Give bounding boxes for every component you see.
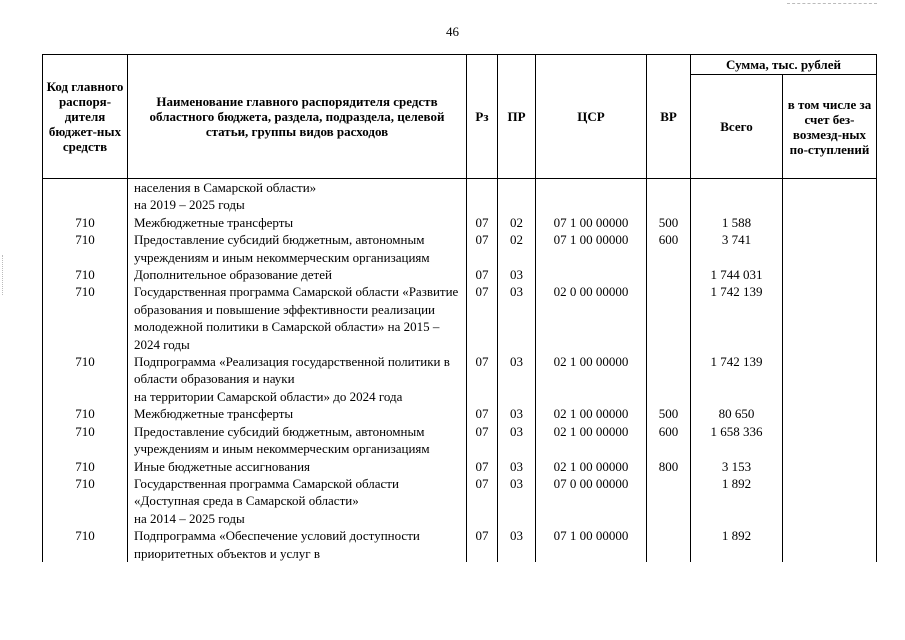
- cell-csr: 02 1 00 00000: [536, 458, 647, 475]
- cell-rz: 07: [467, 405, 498, 422]
- cell-vr: [647, 179, 691, 214]
- cell-csr: 02 0 00 00000: [536, 283, 647, 353]
- cell-free: [783, 458, 877, 475]
- cell-csr: 07 1 00 00000: [536, 527, 647, 562]
- cell-code: 710: [43, 475, 128, 527]
- cell-name: Предоставление субсидий бюджетным, автономным учреждениям и иным некоммерческим организациям: [128, 423, 467, 458]
- table-row: [43, 405, 877, 422]
- cell-free: [783, 527, 877, 562]
- cell-free: [783, 405, 877, 422]
- cell-pr: 03: [498, 283, 536, 353]
- cell-pr: 02: [498, 214, 536, 231]
- table-row: [43, 179, 877, 214]
- cell-pr: 03: [498, 527, 536, 562]
- header-name: Наименование главного распорядителя средств областного бюджета, раздела, подраздела, целевой статьи, группы видов расходов: [128, 55, 467, 179]
- cell-csr: 07 0 00 00000: [536, 475, 647, 527]
- cell-vr: [647, 266, 691, 283]
- cell-code: 710: [43, 527, 128, 562]
- cell-code: 710: [43, 353, 128, 405]
- cell-free: [783, 475, 877, 527]
- cell-total: 1 742 139: [691, 353, 783, 405]
- cell-free: [783, 353, 877, 405]
- cell-csr: [536, 179, 647, 214]
- cell-total: 80 650: [691, 405, 783, 422]
- cell-code: 710: [43, 458, 128, 475]
- cell-csr: 07 1 00 00000: [536, 214, 647, 231]
- cell-csr: [536, 266, 647, 283]
- cell-csr: 07 1 00 00000: [536, 231, 647, 266]
- cell-rz: 07: [467, 423, 498, 458]
- page-number: 46: [446, 24, 459, 39]
- cell-name: Предоставление субсидий бюджетным, автономным учреждениям и иным некоммерческим организациям: [128, 231, 467, 266]
- cell-vr: [647, 353, 691, 405]
- cell-pr: 03: [498, 423, 536, 458]
- table-row: [43, 475, 877, 527]
- cell-vr: [647, 527, 691, 562]
- header-rz: Рз: [467, 55, 498, 179]
- table-header: [43, 55, 877, 179]
- cell-pr: 03: [498, 405, 536, 422]
- table-row: [43, 423, 877, 458]
- table-row: [43, 214, 877, 231]
- budget-table: [42, 54, 877, 562]
- header-code: Код главного распоря-дителя бюджет-ных средств: [43, 55, 128, 179]
- cell-rz: [467, 179, 498, 214]
- cell-pr: 03: [498, 266, 536, 283]
- cell-name: Межбюджетные трансферты: [128, 405, 467, 422]
- table-row: [43, 527, 877, 562]
- table-row: [43, 353, 877, 405]
- cell-free: [783, 283, 877, 353]
- cell-free: [783, 231, 877, 266]
- cell-free: [783, 214, 877, 231]
- cell-pr: 03: [498, 475, 536, 527]
- cell-free: [783, 266, 877, 283]
- cell-rz: 07: [467, 527, 498, 562]
- cell-name: населения в Самарской области» на 2019 – 2025 годы: [128, 179, 467, 214]
- cell-name: Межбюджетные трансферты: [128, 214, 467, 231]
- cell-vr: [647, 475, 691, 527]
- cell-name: Дополнительное образование детей: [128, 266, 467, 283]
- cell-free: [783, 423, 877, 458]
- cell-code: 710: [43, 266, 128, 283]
- cell-total: 1 892: [691, 527, 783, 562]
- table-body: [43, 179, 877, 562]
- cell-total: 1 892: [691, 475, 783, 527]
- cell-csr: 02 1 00 00000: [536, 353, 647, 405]
- cell-code: 710: [43, 214, 128, 231]
- header-free: в том числе за счет без-возмезд-ных по-ступлений: [783, 75, 877, 179]
- header-vr: ВР: [647, 55, 691, 179]
- cell-total: 1 658 336: [691, 423, 783, 458]
- cell-name: Подпрограмма «Обеспечение условий доступности приоритетных объектов и услуг в: [128, 527, 467, 562]
- cell-vr: 500: [647, 214, 691, 231]
- cell-total: 1 742 139: [691, 283, 783, 353]
- header-pr: ПР: [498, 55, 536, 179]
- header-csr: ЦСР: [536, 55, 647, 179]
- cell-pr: 03: [498, 353, 536, 405]
- cell-rz: 07: [467, 231, 498, 266]
- cell-name: Подпрограмма «Реализация государственной политики в области образования и науки на территории Самарской области» до 2024 года: [128, 353, 467, 405]
- cell-total: 1 588: [691, 214, 783, 231]
- cell-vr: [647, 283, 691, 353]
- cell-csr: 02 1 00 00000: [536, 405, 647, 422]
- header-total: Всего: [691, 75, 783, 179]
- cell-pr: [498, 179, 536, 214]
- scan-edge-mark: [787, 3, 877, 4]
- cell-csr: 02 1 00 00000: [536, 423, 647, 458]
- cell-total: 1 744 031: [691, 266, 783, 283]
- cell-total: [691, 179, 783, 214]
- cell-pr: 02: [498, 231, 536, 266]
- table-row: [43, 458, 877, 475]
- cell-rz: 07: [467, 283, 498, 353]
- cell-name: Государственная программа Самарской области «Развитие образования и повышение эффективности реализации молодежной политики в Самарской области» на 2015 – 2024 годы: [128, 283, 467, 353]
- cell-code: 710: [43, 405, 128, 422]
- cell-rz: 07: [467, 475, 498, 527]
- cell-name: Иные бюджетные ассигнования: [128, 458, 467, 475]
- cell-free: [783, 179, 877, 214]
- header-sum: Сумма, тыс. рублей: [691, 55, 877, 75]
- cell-total: 3 153: [691, 458, 783, 475]
- cell-rz: 07: [467, 353, 498, 405]
- cell-vr: 500: [647, 405, 691, 422]
- cell-rz: 07: [467, 214, 498, 231]
- cell-rz: 07: [467, 458, 498, 475]
- cell-code: [43, 179, 128, 214]
- scan-edge-mark: [2, 255, 5, 295]
- cell-code: 710: [43, 423, 128, 458]
- cell-rz: 07: [467, 266, 498, 283]
- cell-pr: 03: [498, 458, 536, 475]
- cell-code: 710: [43, 283, 128, 353]
- table-row: [43, 231, 877, 266]
- cell-vr: 800: [647, 458, 691, 475]
- table-row: [43, 283, 877, 353]
- cell-name: Государственная программа Самарской области «Доступная среда в Самарской области» на 2014 – 2025 годы: [128, 475, 467, 527]
- cell-vr: 600: [647, 423, 691, 458]
- table-row: [43, 266, 877, 283]
- cell-code: 710: [43, 231, 128, 266]
- cell-total: 3 741: [691, 231, 783, 266]
- cell-vr: 600: [647, 231, 691, 266]
